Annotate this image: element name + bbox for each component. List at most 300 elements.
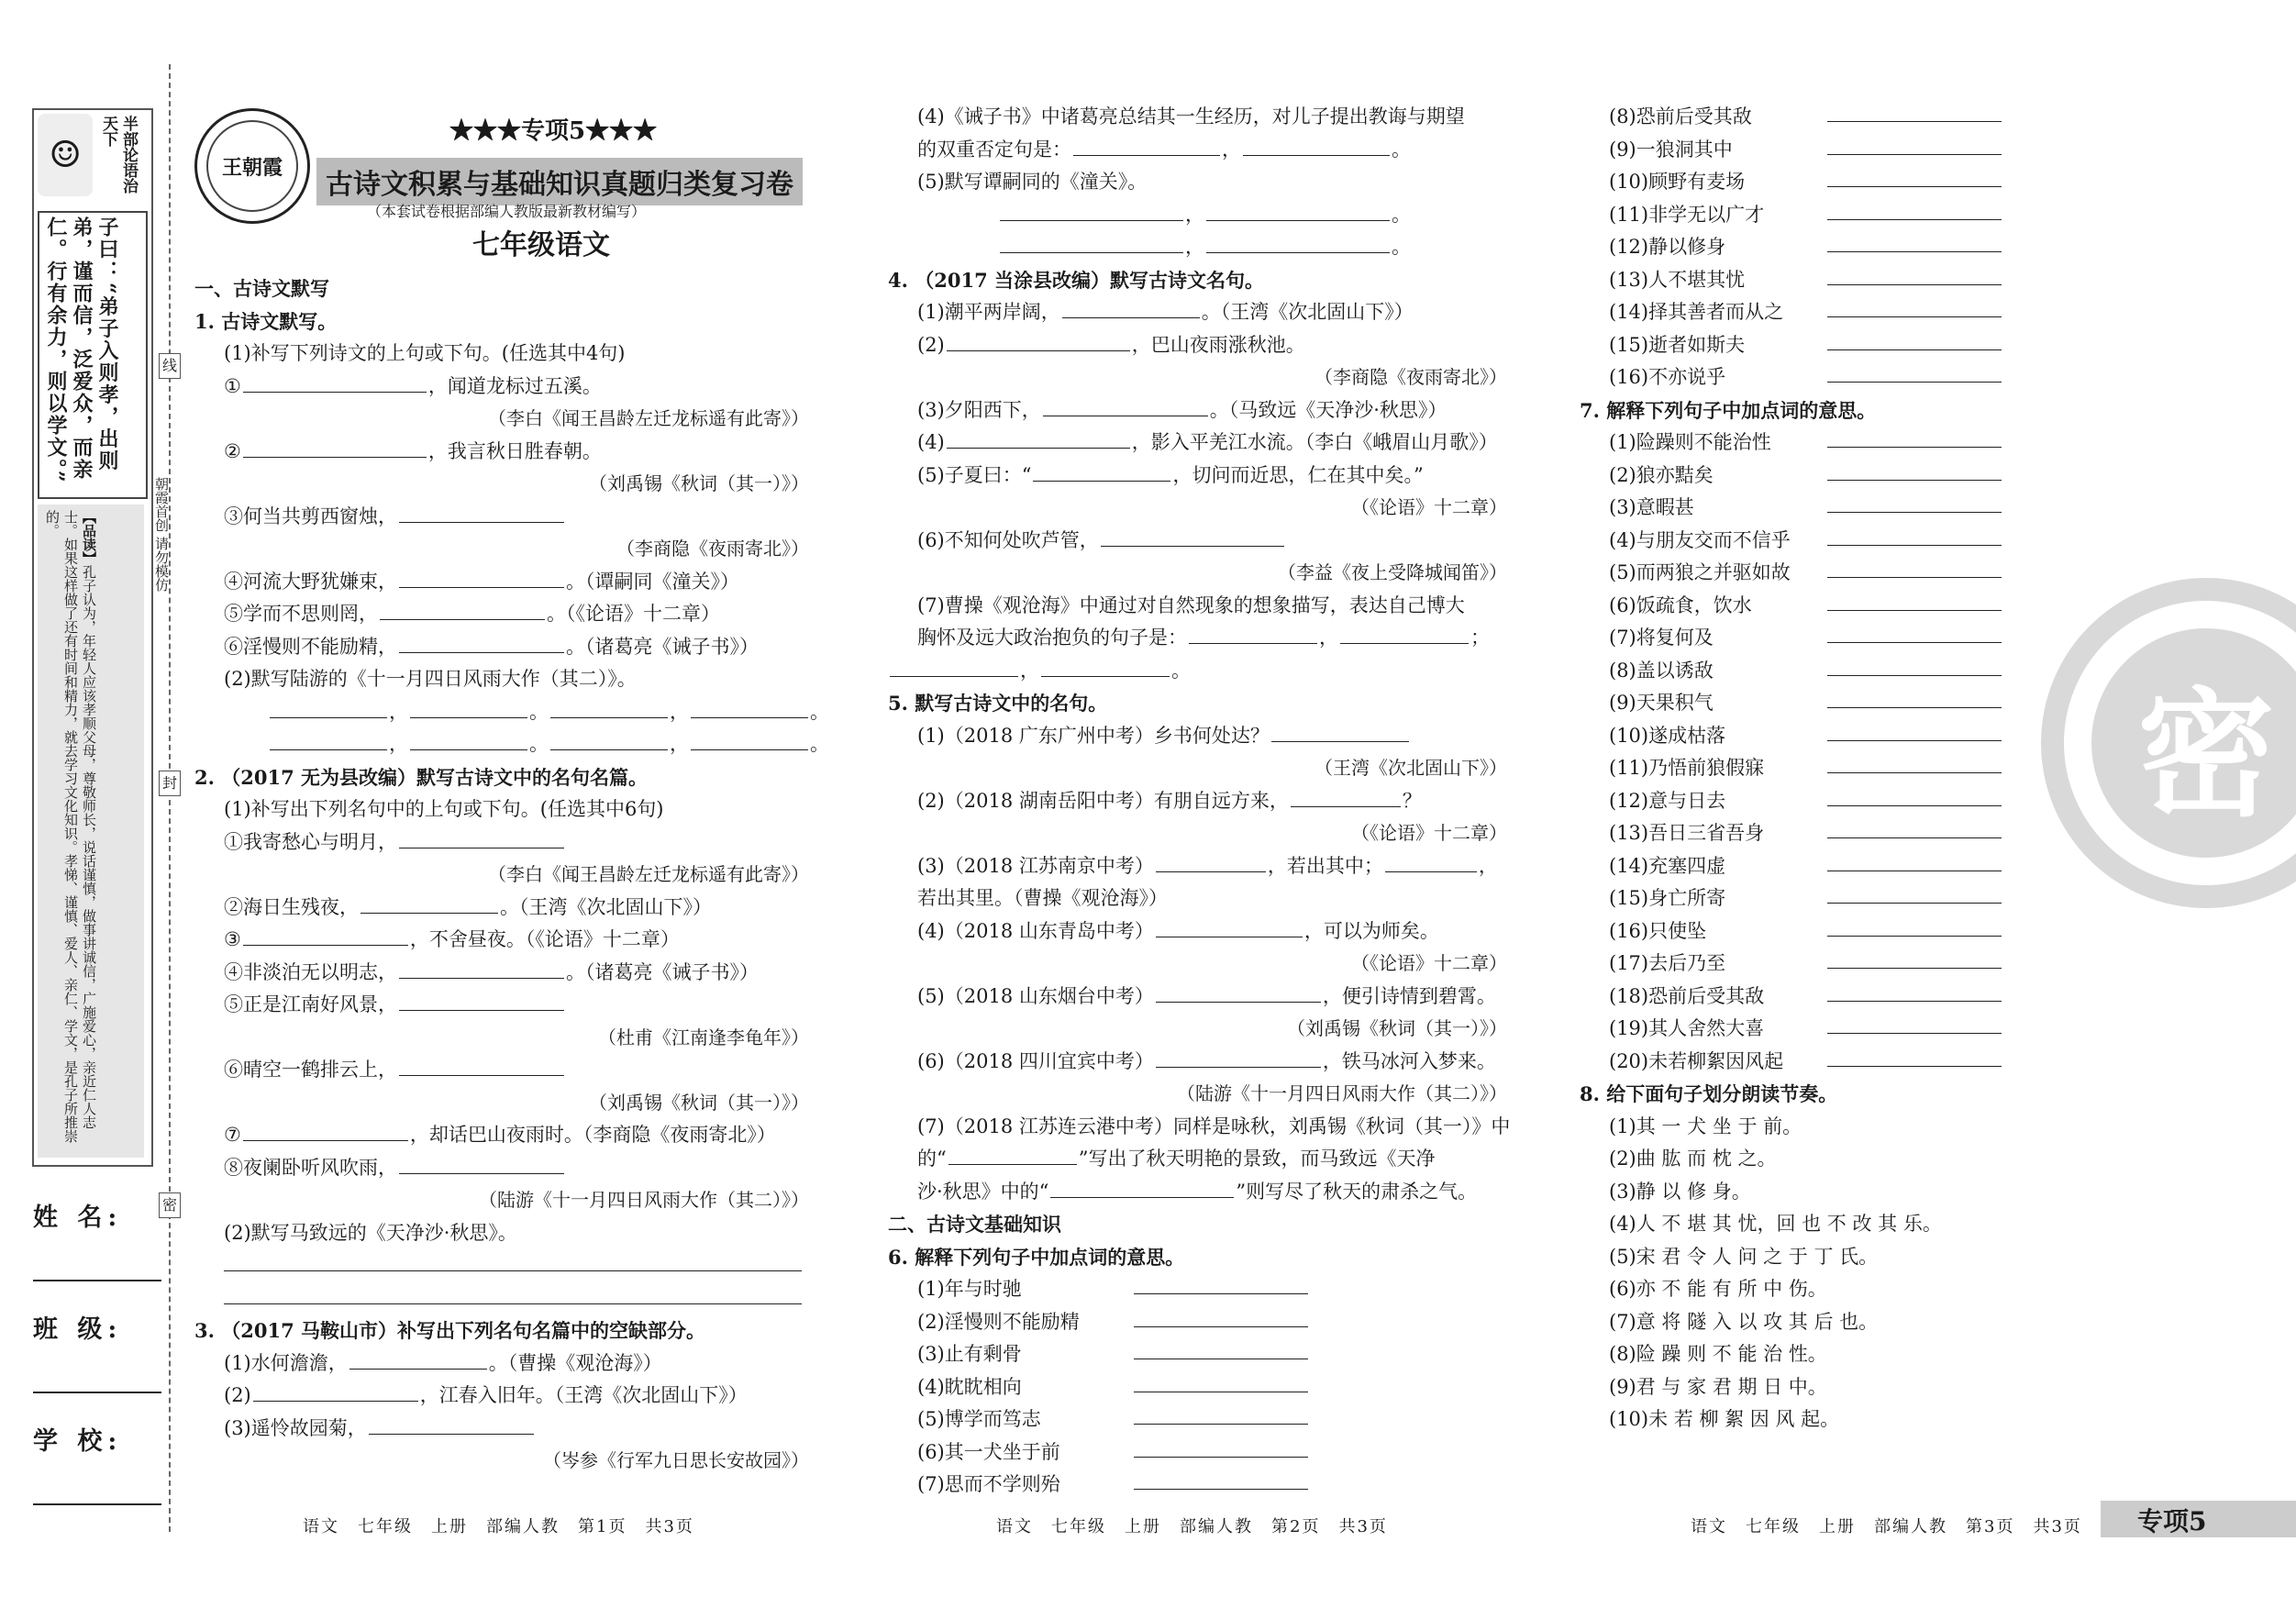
answer-blank[interactable]	[399, 632, 564, 653]
answer-blank[interactable]	[243, 925, 408, 946]
answer-blank[interactable]	[1827, 264, 2002, 285]
row-ind	[194, 957, 809, 990]
line-text: (16)不亦说乎	[1609, 366, 1726, 388]
class-label: 班 级:	[33, 1315, 123, 1344]
row-ind	[888, 1143, 1507, 1176]
line-text: (12)静以修身	[1609, 236, 1726, 258]
answer-blank[interactable]	[1827, 231, 2002, 252]
row-q	[888, 1241, 1507, 1274]
answer-blank[interactable]	[947, 427, 1130, 449]
line-text: ，我言秋日胜春朝。	[427, 439, 602, 462]
answer-blank[interactable]	[224, 1283, 802, 1304]
row-item	[1580, 817, 2112, 850]
answer-blank[interactable]	[1134, 1371, 1308, 1392]
answer-blank[interactable]	[253, 1381, 418, 1402]
row-item	[1580, 231, 2112, 264]
paper-subtitle: （本套试卷根据部编人教版最新教材编写）	[367, 203, 647, 220]
row-ind	[888, 1111, 1511, 1144]
row-src	[194, 468, 809, 501]
punct: ，	[389, 733, 408, 755]
row-ind	[1580, 1208, 2112, 1241]
row-ind	[888, 981, 1507, 1014]
row-ind	[194, 566, 809, 599]
seal-mark-seal: 封	[159, 771, 181, 796]
line-text: (14)择其善者而从之	[1609, 301, 1784, 323]
section-title: 一、古诗文默写	[194, 277, 329, 300]
row-ind	[888, 590, 1507, 623]
line-text: ⑥淫慢则不能励精，	[224, 635, 397, 658]
line-text: (5)（2018 山东烟台中考）	[917, 984, 1154, 1007]
school-field[interactable]	[33, 1503, 161, 1505]
line-text: 的双重否定句是：	[917, 138, 1071, 161]
line-text: (8)恐前后受其敌	[1609, 105, 1752, 128]
line-text: （刘禹锡《秋词（其一）》）	[589, 472, 809, 494]
line-text: (6)饭疏食，饮水	[1609, 593, 1752, 616]
line-text: (4)与朋友交而不信乎	[1609, 528, 1791, 551]
answer-blank[interactable]	[380, 599, 545, 620]
answer-blank[interactable]	[691, 697, 808, 718]
row-ind	[1580, 1338, 2112, 1371]
line-text: (9)君 与 家 君 期 日 中。	[1609, 1375, 1827, 1398]
answer-blank[interactable]	[1827, 492, 2002, 513]
row-item	[1580, 882, 2112, 915]
answer-blank[interactable]	[1827, 427, 2002, 448]
answer-blank[interactable]	[360, 893, 498, 914]
row-blank3	[888, 655, 1507, 688]
row-item	[1580, 948, 2112, 981]
line-text: ②	[224, 439, 241, 462]
line-text: (8)盖以诱敌	[1609, 659, 1714, 682]
answer-blank[interactable]	[1043, 395, 1208, 416]
question-title: 6. 解释下列句子中加点词的意思。	[888, 1245, 1185, 1269]
line-text: ，切问而近思，仁在其中矣。”	[1172, 463, 1424, 486]
line-text: (7)思而不学则殆	[917, 1473, 1060, 1495]
punct: ，	[1020, 659, 1039, 682]
answer-blank[interactable]	[399, 567, 564, 588]
row-sec	[888, 1208, 1507, 1241]
row-ind	[1580, 1273, 2112, 1306]
row-item	[1580, 329, 2112, 362]
line-text: (9)天果积气	[1609, 692, 1714, 714]
answer-blank[interactable]	[1134, 1306, 1308, 1327]
line-text: （李商隐《夜雨寄北》）	[616, 538, 809, 560]
answer-blank[interactable]	[410, 729, 527, 750]
name-label: 姓 名:	[33, 1203, 123, 1232]
answer-blank[interactable]	[1101, 526, 1284, 547]
question-title: 7. 解释下列句子中加点词的意思。	[1580, 398, 1877, 422]
punct: 。	[1392, 203, 1411, 226]
answer-blank[interactable]	[1827, 557, 2002, 578]
row-item	[1580, 525, 2112, 558]
answer-blank[interactable]	[270, 697, 387, 718]
answer-blank[interactable]	[1827, 850, 2002, 871]
answer-blank[interactable]	[947, 330, 1130, 351]
answer-blank[interactable]	[691, 729, 808, 750]
line-text: （陆游《十一月四日风雨大作（其二）》）	[1177, 1082, 1507, 1104]
punct: ，	[389, 700, 408, 723]
line-text: (5)博学而笃志	[917, 1408, 1041, 1430]
answer-blank[interactable]	[1206, 200, 1390, 221]
answer-blank[interactable]	[1134, 1469, 1308, 1490]
line-text: (3)意暇甚	[1609, 496, 1694, 518]
line-text: 。（《论语》十二章）	[547, 603, 720, 625]
answer-blank[interactable]	[1000, 200, 1183, 221]
row-item	[888, 1306, 1507, 1339]
line-text: (2)	[224, 1384, 251, 1406]
line-text: 的“	[917, 1148, 947, 1170]
row-src	[194, 1022, 809, 1055]
answer-blank[interactable]	[399, 827, 564, 848]
line-text: (15)逝者如斯夫	[1609, 333, 1746, 356]
row-ind	[888, 850, 1507, 883]
section-title: 二、古诗文基础知识	[888, 1213, 1061, 1236]
punct: 。	[810, 733, 829, 755]
row-blank2	[888, 199, 1507, 232]
answer-blank[interactable]	[1827, 655, 2002, 676]
answer-blank[interactable]	[1827, 296, 2002, 317]
line-text: 沙·秋思》中的“	[917, 1180, 1049, 1203]
answer-blank[interactable]	[1827, 525, 2002, 546]
line-text: ，巴山夜雨涨秋池。	[1131, 333, 1305, 356]
row-ind	[1580, 1241, 2112, 1274]
answer-blank[interactable]	[243, 1120, 408, 1141]
line-text: (5)子夏曰：“	[917, 463, 1032, 486]
row-ind	[194, 1054, 809, 1087]
line-text: (15)身亡所寄	[1609, 887, 1726, 909]
answer-blank[interactable]	[399, 1153, 564, 1174]
question-title: 2. （2017 无为县改编）默写古诗文中的名句名篇。	[194, 765, 648, 789]
answer-blank[interactable]	[1243, 135, 1390, 156]
punct: 。	[529, 733, 549, 755]
seal-mark-secret: 密	[159, 1192, 181, 1218]
row-ind	[888, 101, 1507, 134]
row-ind	[888, 720, 1507, 753]
row-item	[1580, 720, 2112, 753]
row-q	[194, 1314, 809, 1347]
line-text: (1)潮平两岸阔，	[917, 301, 1060, 323]
answer-blank[interactable]	[1073, 135, 1220, 156]
row-item	[1580, 622, 2112, 655]
binding-dashed-line	[169, 64, 171, 1532]
row-sec	[194, 272, 809, 305]
answer-blank[interactable]	[1827, 199, 2002, 220]
answer-blank[interactable]	[1827, 329, 2002, 350]
row-src	[194, 533, 809, 566]
answer-blank[interactable]	[1827, 785, 2002, 806]
answer-blank[interactable]	[1827, 948, 2002, 969]
answer-blank[interactable]	[224, 1250, 802, 1271]
answer-blank[interactable]	[1134, 1403, 1308, 1425]
answer-blank[interactable]	[399, 958, 564, 979]
line-text: ⑤正是江南好风景，	[224, 993, 397, 1015]
row-item	[1580, 199, 2112, 232]
row-q	[194, 761, 809, 794]
row-q	[888, 264, 1507, 297]
line-text: (10)未 若 柳 絮 因 风 起。	[1609, 1408, 1840, 1430]
paper-title: 古诗文积累与基础知识真题归类复习卷	[316, 158, 803, 205]
row-q	[1580, 1078, 2112, 1111]
answer-blank[interactable]	[1827, 817, 2002, 838]
row-item	[888, 1273, 1507, 1306]
row-ind	[888, 166, 1507, 199]
line-text: 。（王湾《次北固山下》）	[500, 895, 712, 918]
line-text: 。（王湾《次北固山下》）	[1201, 301, 1414, 323]
line-text: (3)（2018 江苏南京中考）	[917, 854, 1154, 877]
row-ind	[194, 436, 809, 469]
line-text: (18)恐前后受其敌	[1609, 984, 1765, 1007]
answer-blank[interactable]	[1041, 656, 1170, 677]
row-ind	[194, 1152, 809, 1185]
answer-blank[interactable]	[1827, 752, 2002, 773]
line-text: ，影入平羌江水流。（李白《峨眉山月歌》）	[1131, 431, 1498, 453]
line-text: （李白《闻王昌龄左迁龙标遥有此寄》）	[488, 407, 809, 429]
row-ind	[888, 394, 1507, 427]
line-text: (4)人 不 堪 其 忧，回 也 不 改 其 乐。	[1609, 1213, 1942, 1235]
row-ind	[194, 989, 809, 1022]
line-text: ，	[1319, 627, 1338, 649]
row-item	[888, 1338, 1507, 1371]
punct: ，	[670, 733, 689, 755]
line-text: (14)充塞四虚	[1609, 854, 1726, 877]
answer-blank[interactable]	[1291, 786, 1401, 807]
answer-blank[interactable]	[1050, 1177, 1234, 1198]
line-text: ⑤学而不思则罔，	[224, 603, 378, 625]
answer-blank[interactable]	[270, 729, 387, 750]
line-text: （王湾《次北固山下》）	[1314, 757, 1507, 779]
line-text: ”则写尽了秋天的肃杀之气。	[1236, 1180, 1478, 1203]
answer-blank[interactable]	[890, 656, 1018, 677]
line-text: ③	[224, 928, 241, 950]
row-ind	[194, 598, 809, 631]
answer-blank[interactable]	[1134, 1338, 1308, 1359]
answer-blank[interactable]	[1827, 687, 2002, 708]
answer-blank[interactable]	[1827, 460, 2002, 481]
line-text: ；	[1470, 627, 1490, 649]
answer-blank[interactable]	[1827, 720, 2002, 741]
answer-blank[interactable]	[1156, 851, 1266, 872]
answer-blank[interactable]	[1827, 915, 2002, 937]
line-text: ，江春入旧年。（王湾《次北固山下》）	[419, 1384, 748, 1406]
row-blank4	[194, 728, 829, 761]
row-ind	[888, 1046, 1507, 1079]
row-ind	[1580, 1143, 2112, 1176]
answer-blank[interactable]	[1827, 101, 2002, 122]
line-text: ，铁马冰河入梦来。	[1322, 1049, 1496, 1072]
line-text: （《论语》十二章）	[1351, 822, 1507, 844]
row-ind	[194, 1413, 809, 1446]
line-text: (1)其 一 犬 坐 于 前。	[1609, 1115, 1802, 1137]
name-field[interactable]	[33, 1279, 161, 1281]
row-ind	[888, 915, 1507, 948]
row-ind	[194, 371, 809, 404]
answer-blank[interactable]	[410, 697, 527, 718]
row-q	[194, 305, 809, 338]
line-text: (11)乃悟前狼假寐	[1609, 757, 1765, 779]
row-ind	[194, 631, 809, 664]
answer-blank[interactable]	[1827, 134, 2002, 155]
publisher-logo	[194, 108, 310, 224]
logo-text: 王朝霞	[206, 120, 298, 212]
line-text: (4)（2018 山东青岛中考）	[917, 919, 1154, 942]
row-item	[1580, 296, 2112, 329]
answer-blank[interactable]	[550, 729, 668, 750]
question-title: 1. 古诗文默写。	[194, 309, 338, 333]
line-text: (16)只使坠	[1609, 919, 1707, 942]
answer-blank[interactable]	[550, 697, 668, 718]
answer-blank[interactable]	[948, 1144, 1077, 1165]
line-text: ⑦	[224, 1124, 241, 1146]
line-text: (2)狼亦黠矣	[1609, 463, 1714, 486]
line-text: ，	[1222, 138, 1241, 161]
answer-blank[interactable]	[1134, 1436, 1308, 1458]
row-ind	[194, 1217, 809, 1250]
line-text: ⑥晴空一鹤排云上，	[224, 1059, 397, 1081]
line-text: ，若出其中；	[1267, 854, 1383, 877]
answer-blank[interactable]	[1156, 1047, 1321, 1068]
line-text: (1)险躁则不能治性	[1609, 431, 1771, 453]
row-item	[888, 1403, 1507, 1436]
answer-blank[interactable]	[1206, 232, 1390, 253]
answer-blank[interactable]	[1385, 851, 1477, 872]
line-text: （李益《夜上受降城闻笛》）	[1278, 561, 1507, 583]
row-item	[1580, 492, 2112, 525]
answer-blank[interactable]	[1827, 981, 2002, 1002]
row-item	[1580, 655, 2112, 688]
answer-blank[interactable]	[1189, 623, 1317, 644]
answer-blank[interactable]	[1271, 721, 1409, 742]
line-text: (6)（2018 四川宜宾中考）	[917, 1049, 1154, 1072]
line-text: ，便引诗情到碧霄。	[1322, 984, 1496, 1007]
answer-blank[interactable]	[1827, 1013, 2002, 1034]
row-ind	[888, 525, 1507, 558]
line-text: (5)默写谭嗣同的《潼关》。	[917, 171, 1148, 193]
reading-text: 孔子认为，年轻人应该孝顺父母，尊敬师长，说话谨慎，做事讲诚信，广施爱心，亲近仁人志士。如果这样做了还有时间和精力，就去学习文化知识。孝悌、谨慎、爱人、亲仁、学文，是孔子所推崇的。	[44, 510, 97, 1143]
line-text: (6)其一犬坐于前	[917, 1440, 1060, 1463]
line-text: (3)止有剩骨	[917, 1343, 1022, 1365]
line-text: (1)年与时驰	[917, 1278, 1022, 1300]
row-ind	[888, 134, 1507, 167]
line-text: (17)去后乃至	[1609, 952, 1726, 974]
row-blank2	[888, 231, 1507, 264]
line-text: 。	[1392, 138, 1411, 161]
reading-label: 【品读】	[81, 510, 97, 565]
line-text: （李白《闻王昌龄左迁龙标遥有此寄》）	[488, 863, 809, 885]
answer-blank[interactable]	[349, 1348, 487, 1370]
answer-blank[interactable]	[243, 372, 427, 393]
row-item	[1580, 590, 2112, 623]
row-item	[1580, 557, 2112, 590]
line-text: (3)夕阳西下，	[917, 398, 1041, 421]
row-ind	[1580, 1176, 2112, 1209]
row-ind	[194, 892, 809, 925]
answer-blank[interactable]	[243, 437, 427, 458]
line-text: ，闻道龙标过五溪。	[427, 374, 602, 397]
answer-blank[interactable]	[1827, 590, 2002, 611]
answer-blank[interactable]	[1033, 460, 1170, 482]
line-text: ④非淡泊无以明志，	[224, 960, 397, 983]
answer-blank[interactable]	[1340, 623, 1469, 644]
student-info	[33, 1197, 161, 1505]
line-text: (11)非学无以广才	[1609, 203, 1765, 226]
line-text: (9)一狼洞其中	[1609, 138, 1733, 161]
row-item	[1580, 915, 2112, 948]
line-text: (2)（2018 湖南岳阳中考）有朋自远方来，	[917, 789, 1289, 812]
answer-blank[interactable]	[1062, 297, 1200, 318]
row-ind	[1580, 1371, 2112, 1404]
line-text: 胸怀及远大政治抱负的句子是：	[917, 627, 1187, 649]
answer-blank[interactable]	[1156, 981, 1321, 1003]
row-ind	[888, 1176, 1507, 1209]
line-text: ⑧夜阑卧听风吹雨，	[224, 1156, 397, 1179]
answer-blank[interactable]	[369, 1414, 534, 1435]
answer-blank[interactable]	[1000, 232, 1183, 253]
line-text: （李商隐《夜雨寄北》）	[1314, 366, 1507, 388]
row-ind	[194, 1347, 809, 1381]
line-text: (1)补写下列诗文的上句或下句。(任选其中4句)	[224, 342, 626, 364]
line-text: 。（诸葛亮《诫子书》）	[566, 635, 759, 658]
row-q	[888, 687, 1507, 720]
row-item	[1580, 264, 2112, 297]
line-text: (10)顾野有麦场	[1609, 171, 1746, 193]
answer-blank[interactable]	[399, 502, 564, 523]
class-field[interactable]	[33, 1391, 161, 1393]
line-text: (7)曹操《观沧海》中通过对自然现象的想象描写，表达自己博大	[917, 593, 1465, 616]
banner-quote: 子曰：“弟子入则孝，出则弟，谨而信，泛爱众，而亲仁。行有余力，则以学文。”	[44, 216, 119, 484]
answer-blank[interactable]	[399, 990, 564, 1011]
line-text: ②海日生残夜，	[224, 895, 359, 918]
punct: 。	[529, 700, 549, 723]
question-title: 8. 给下面句子划分朗读节奏。	[1580, 1082, 1838, 1105]
answer-blank[interactable]	[1827, 882, 2002, 904]
row-src	[888, 817, 1507, 850]
line-text: ③何当共剪西窗烛，	[224, 505, 397, 527]
row-item	[1580, 1013, 2112, 1046]
row-item	[1580, 752, 2112, 785]
answer-blank[interactable]	[1827, 1046, 2002, 1067]
row-ind	[888, 427, 1507, 460]
answer-blank[interactable]	[1827, 622, 2002, 643]
row-ind	[1580, 1111, 2112, 1144]
row-src	[888, 1013, 1507, 1046]
line-text: ”写出了秋天明艳的景致，而马致远《天净	[1078, 1148, 1436, 1170]
answer-blank[interactable]	[1827, 361, 2002, 383]
answer-blank[interactable]	[1134, 1273, 1308, 1294]
line-text: （刘禹锡《秋词（其一）》）	[1287, 1017, 1507, 1039]
row-item	[1580, 460, 2112, 493]
row-src	[888, 1078, 1507, 1111]
line-text: (10)遂成枯落	[1609, 724, 1726, 747]
line-text: (7)（2018 江苏连云港中考）同样是咏秋，刘禹锡《秋词（其一）》中	[917, 1115, 1511, 1137]
row-src	[194, 1087, 809, 1120]
left-banner	[32, 108, 153, 1167]
line-text: ①	[224, 374, 241, 397]
row-ind	[194, 924, 809, 957]
line-text: (4)	[917, 431, 945, 453]
question-title: 3. （2017 马鞍山市）补写出下列名句名篇中的空缺部分。	[194, 1319, 705, 1342]
row-ind	[194, 826, 809, 859]
row-src	[194, 1184, 809, 1217]
answer-blank[interactable]	[1827, 166, 2002, 187]
line-text: （岑参《行军九日思长安故园》）	[543, 1449, 809, 1471]
row-item	[1580, 134, 2112, 167]
line-text: 。（马致远《天净沙·秋思》）	[1209, 398, 1447, 421]
answer-blank[interactable]	[399, 1055, 564, 1076]
answer-blank[interactable]	[1156, 916, 1303, 937]
line-text: （陆游《十一月四日风雨大作（其二）》）	[479, 1189, 809, 1211]
punct: ，	[670, 700, 689, 723]
line-text: 。（诸葛亮《诫子书》）	[566, 960, 759, 983]
line-text: (1)水何澹澹，	[224, 1351, 348, 1374]
